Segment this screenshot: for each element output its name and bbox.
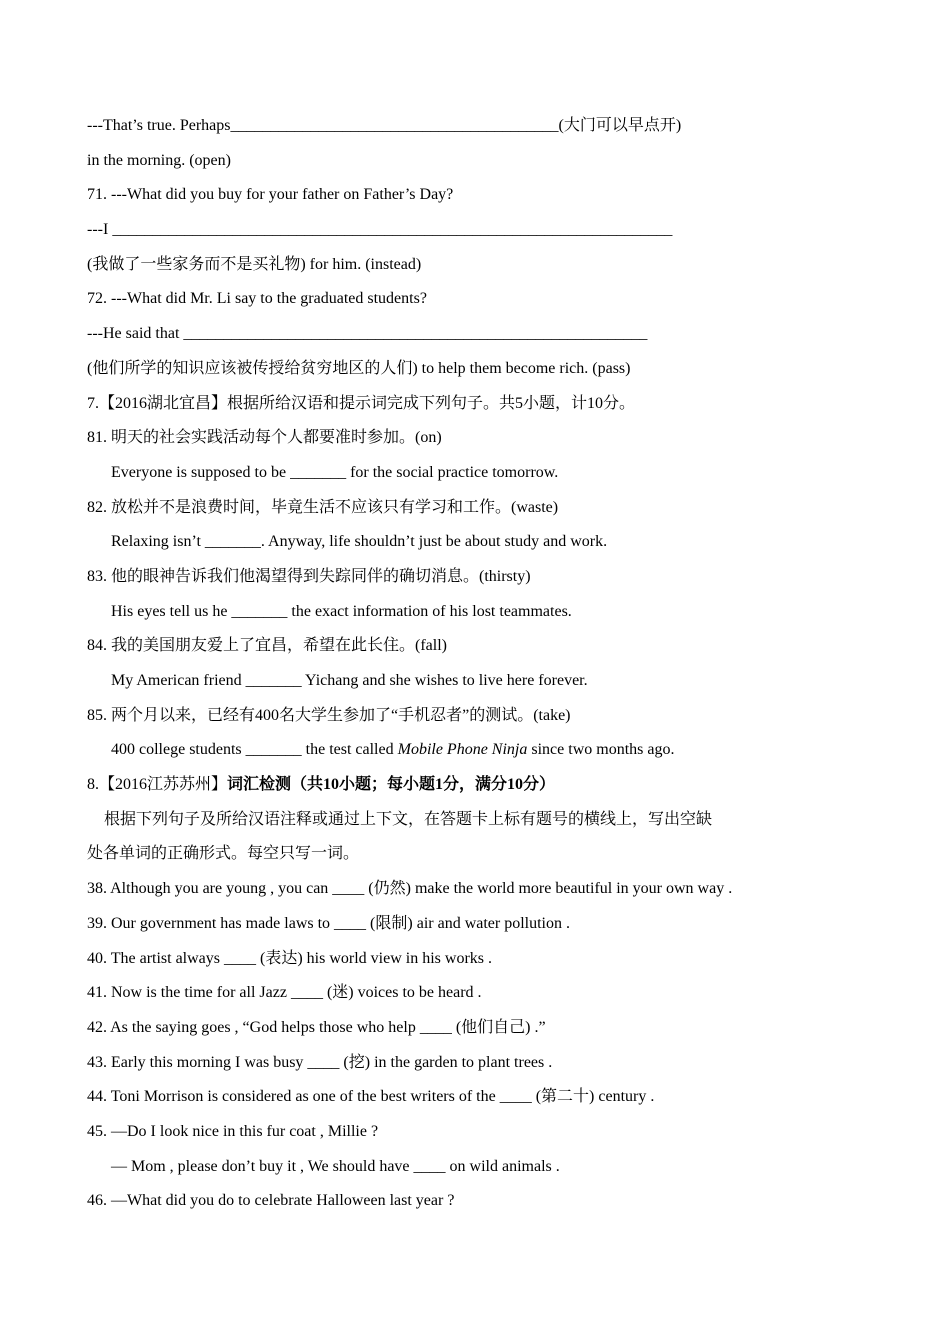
instructions: 根据下列句子及所给汉语注释或通过上下文，在答题卡上标有题号的横线上，写出空缺 <box>104 810 713 828</box>
text-line: (我做了一些家务而不是买礼物) for him. (instead) <box>87 255 422 273</box>
answer-line: Relaxing isn’t _______. Anyway, life shouldn’t just be about study and work. <box>111 533 608 551</box>
question-83: 83. 他的眼神告诉我们他渴望得到失踪同伴的确切消息。(thirsty) <box>87 567 531 585</box>
text-line: ---That’s true. Perhaps_________________________________________(大门可以早点开) <box>87 117 682 134</box>
question-40: 40. The artist always ____ (表达) his world view in his works . <box>87 949 492 967</box>
section-7-heading: 7.【2016湖北宜昌】根据所给汉语和提示词完成下列句子。共5小题，计10分。 <box>87 394 636 412</box>
question-42: 42. As the saying goes , “God helps those who help ____ (他们自己) .” <box>87 1018 546 1036</box>
question-72: 72. ---What did Mr. Li say to the graduated students? <box>87 290 427 308</box>
question-41: 41. Now is the time for all Jazz ____ (迷) voices to be heard . <box>87 984 482 1002</box>
answer-line: His eyes tell us he _______ the exact information of his lost teammates. <box>111 602 572 620</box>
instructions: 处各单词的正确形式。每空只写一词。 <box>87 845 360 863</box>
question-71: 71. ---What did you buy for your father on Father’s Day? <box>87 186 454 204</box>
text-line: in the morning. (open) <box>87 151 231 169</box>
question-81: 81. 明天的社会实践活动每个人都要准时参加。(on) <box>87 429 442 447</box>
question-85: 85. 两个月以来，已经有400名大学生参加了“手机忍者”的测试。(take) <box>87 706 571 724</box>
answer-line: — Mom , please don’t buy it , We should have ____ on wild animals . <box>111 1157 560 1175</box>
question-82: 82. 放松并不是浪费时间，毕竟生活不应该只有学习和工作。(waste) <box>87 498 559 516</box>
answer-line: My American friend _______ Yichang and she wishes to live here forever. <box>111 672 588 689</box>
section-8-title: 词汇检测（共10小题；每小题1分，满分10分） <box>227 776 556 794</box>
section-8-heading: 8.【2016江苏苏州】词汇检测（共10小题；每小题1分，满分10分） <box>87 776 556 794</box>
answer-line: Everyone is supposed to be _______ for the social practice tomorrow. <box>111 463 559 481</box>
question-46: 46. —What did you do to celebrate Halloween last year ? <box>87 1192 455 1210</box>
answer-line: ---He said that __________________________________________________________ <box>87 325 648 343</box>
question-39: 39. Our government has made laws to ____ (限制) air and water pollution . <box>87 914 571 932</box>
text-line: (他们所学的知识应该被传授给贫穷地区的人们) to help them become rich. (pass) <box>87 359 631 377</box>
question-38: 38. Although you are young , you can ____ (仍然) make the world more beautiful in your own way . <box>87 880 733 898</box>
italic-title: Mobile Phone Ninja <box>397 741 528 759</box>
answer-line: ---I ______________________________________________________________________ <box>87 221 673 239</box>
question-44: 44. Toni Morrison is considered as one of the best writers of the ____ (第二十) century . <box>87 1088 655 1106</box>
text-body <box>87 114 887 1224</box>
question-43: 43. Early this morning I was busy ____ (挖) in the garden to plant trees . <box>87 1053 553 1071</box>
question-84: 84. 我的美国朋友爱上了宜昌，希望在此长住。(fall) <box>87 637 447 655</box>
question-45: 45. —Do I look nice in this fur coat , Millie ? <box>87 1122 379 1140</box>
answer-line: 400 college students _______ the test called Mobile Phone Ninja since two months ago. <box>111 741 675 759</box>
